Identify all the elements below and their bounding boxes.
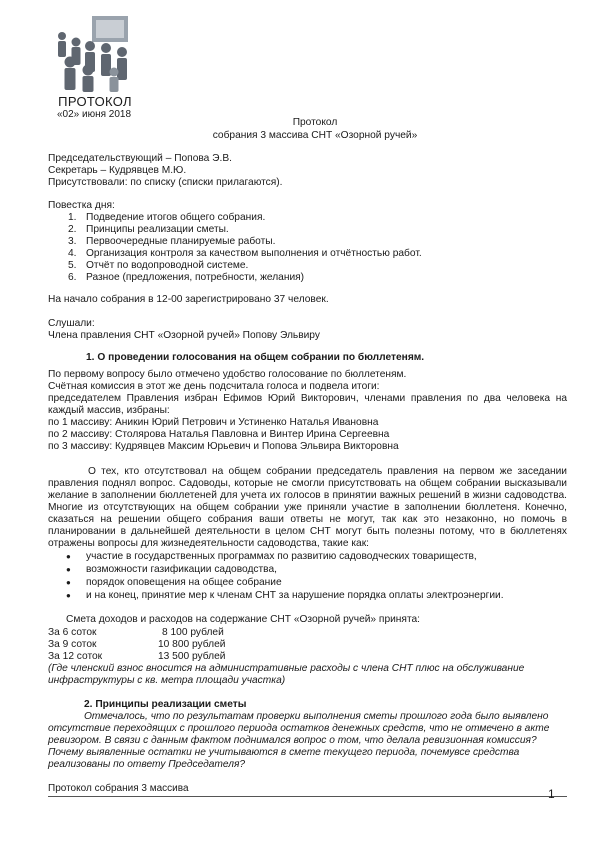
agenda-item: Отчёт по водопроводной системе. xyxy=(86,260,249,271)
section1-line: Счётная комиссия в этот же день подсчитала голоса и подвела итоги: xyxy=(48,381,380,392)
chairperson: Председательствующий – Попова Э.В. xyxy=(48,153,232,164)
agenda-item-number: 1. xyxy=(68,212,77,223)
paragraph-line: планировании в дальнейшей деятельности в целом СНТ могут быть полезны потому, что в бюллетенях xyxy=(48,526,567,537)
footer-text: Протокол собрания 3 массива xyxy=(48,783,189,794)
paragraph-line: Многие из отсутствующих на общем собрании уже приняли участие в заполнении бюллетеня. Конечно, xyxy=(48,502,567,513)
bullet-item: и на конец, принятие мер к членам СНТ за нарушение порядка оплаты электроэнергии. xyxy=(86,590,504,601)
paragraph-line: правления поднял вопрос. Садоводы, которые не смогли присутствовать на общем собрании высказывали xyxy=(48,478,567,489)
section2-heading: 2. Принципы реализации сметы xyxy=(84,699,247,710)
section2-line: ревизором. В связи с данным фактом поднимался вопрос о том, что делала ревизионная комиссия? xyxy=(48,735,537,746)
budget-title: Смета доходов и расходов на содержание СНТ «Озорной ручей» принята: xyxy=(66,614,420,625)
bullet-list xyxy=(0,551,600,601)
budget-row-value: 8 100 рублей xyxy=(162,627,224,638)
agenda-item-number: 4. xyxy=(68,248,77,259)
agenda-item: Подведение итогов общего собрания. xyxy=(86,212,266,223)
bullet-icon: ● xyxy=(66,591,71,600)
budget-row-label: За 9 соток xyxy=(48,639,97,650)
massive3-members: по 3 массиву: Кудрявцев Максим Юрьевич и Попова Эльвира Викторовна xyxy=(48,441,399,452)
present: Присутствовали: по списку (списки прилагаются). xyxy=(48,177,283,188)
listened-label: Слушали: xyxy=(48,318,95,329)
budget-row-label: За 12 соток xyxy=(48,651,103,662)
agenda-item: Разное (предложения, потребности, желания) xyxy=(86,272,305,283)
paragraph-line: отражены вопросы для жизнедеятельности садоводства, такие как: xyxy=(48,538,369,549)
section1-heading: 1. О проведении голосования на общем собрании по бюллетеням. xyxy=(86,352,425,363)
people-group-logo-icon xyxy=(52,14,134,92)
agenda-item: Первоочередные планируемые работы. xyxy=(86,236,276,247)
agenda-item: Организация контроля за качеством выполнения и отчётностью работ. xyxy=(86,248,422,259)
agenda-item-number: 6. xyxy=(68,272,77,283)
bullet-item: порядок оповещения на общее собрание xyxy=(86,577,282,588)
section2-line: отсутствие переходящих с прошлого периода остатков денежных средств, что не отмечено в акте xyxy=(48,723,550,734)
section1-line: председателем Правления избран Ефимов Юрий Викторович, членами правления по два человека на xyxy=(48,393,567,404)
registered-count: На начало собрания в 12-00 зарегистрировано 37 человек. xyxy=(48,294,329,305)
budget-row-value: 10 800 рублей xyxy=(158,639,226,650)
page-number: 1 xyxy=(548,787,555,801)
bullet-icon: ● xyxy=(66,578,71,587)
document-subtitle: собрания 3 массива СНТ «Озорной ручей» xyxy=(212,130,418,141)
secretary: Секретарь – Кудрявцев М.Ю. xyxy=(48,165,187,176)
section1-line: каждый массив, избраны: xyxy=(48,405,170,416)
paragraph-line: О тех, кто отсутствовал на общем собрании председатель правления на первом же заседании xyxy=(88,466,567,477)
budget-table xyxy=(0,627,600,663)
bullet-item: возможности газификации садоводства, xyxy=(86,564,277,575)
massive1-members: по 1 массиву: Аникин Юрий Петрович и Устиненко Наталья Ивановна xyxy=(48,417,379,428)
bullet-item: участие в государственных программах по развитию садоводческих товариществ, xyxy=(86,551,477,562)
section2-line: реализованы по ответу Председателя? xyxy=(48,759,246,770)
logo-title: ПРОТОКОЛ xyxy=(58,94,132,109)
protocol-date: «02» июня 2018 xyxy=(56,109,132,120)
listened-speaker: Члена правления СНТ «Озорной ручей» Попову Эльвиру xyxy=(48,330,320,341)
section2-line: Отмечалось, что по результатам проверки выполнения сметы прошлого года было выявлено xyxy=(84,711,549,722)
bullet-icon: ● xyxy=(66,552,71,561)
agenda-list xyxy=(0,212,600,286)
paragraph-line: желание в заполнении бюллетеней для учета их голосов в принятии важных решений в жизни садоводства. xyxy=(48,490,567,501)
agenda-title: Повестка дня: xyxy=(48,200,115,211)
budget-row-label: За 6 соток xyxy=(48,627,97,638)
budget-note: инфраструктуры с кв. метра площади участка) xyxy=(48,675,286,686)
bullet-icon: ● xyxy=(66,565,71,574)
section1-line: По первому вопросу было отмечено удобство голосование по бюллетеням. xyxy=(48,369,407,380)
agenda-item-number: 2. xyxy=(68,224,77,235)
paragraph-line: сказаться на решении общего собрания ваши ответы не могут, так как это незаконно, но помочь в xyxy=(48,514,567,525)
budget-row-value: 13 500 рублей xyxy=(158,651,226,662)
section2-line: Почему выявленные остатки не учитываются в смете текущего периода, почемувсе средства xyxy=(48,747,520,758)
footer-divider xyxy=(48,796,567,797)
budget-note: (Где членский взнос вносится на административные расходы с члена СНТ плюс на обслуживание xyxy=(48,663,525,674)
document-title: Протокол xyxy=(292,117,338,128)
agenda-item-number: 5. xyxy=(68,260,77,271)
agenda-item-number: 3. xyxy=(68,236,77,247)
massive2-members: по 2 массиву: Столярова Наталья Павловна и Винтер Ирина Сергеевна xyxy=(48,429,390,440)
agenda-item: Принципы реализации сметы. xyxy=(86,224,229,235)
